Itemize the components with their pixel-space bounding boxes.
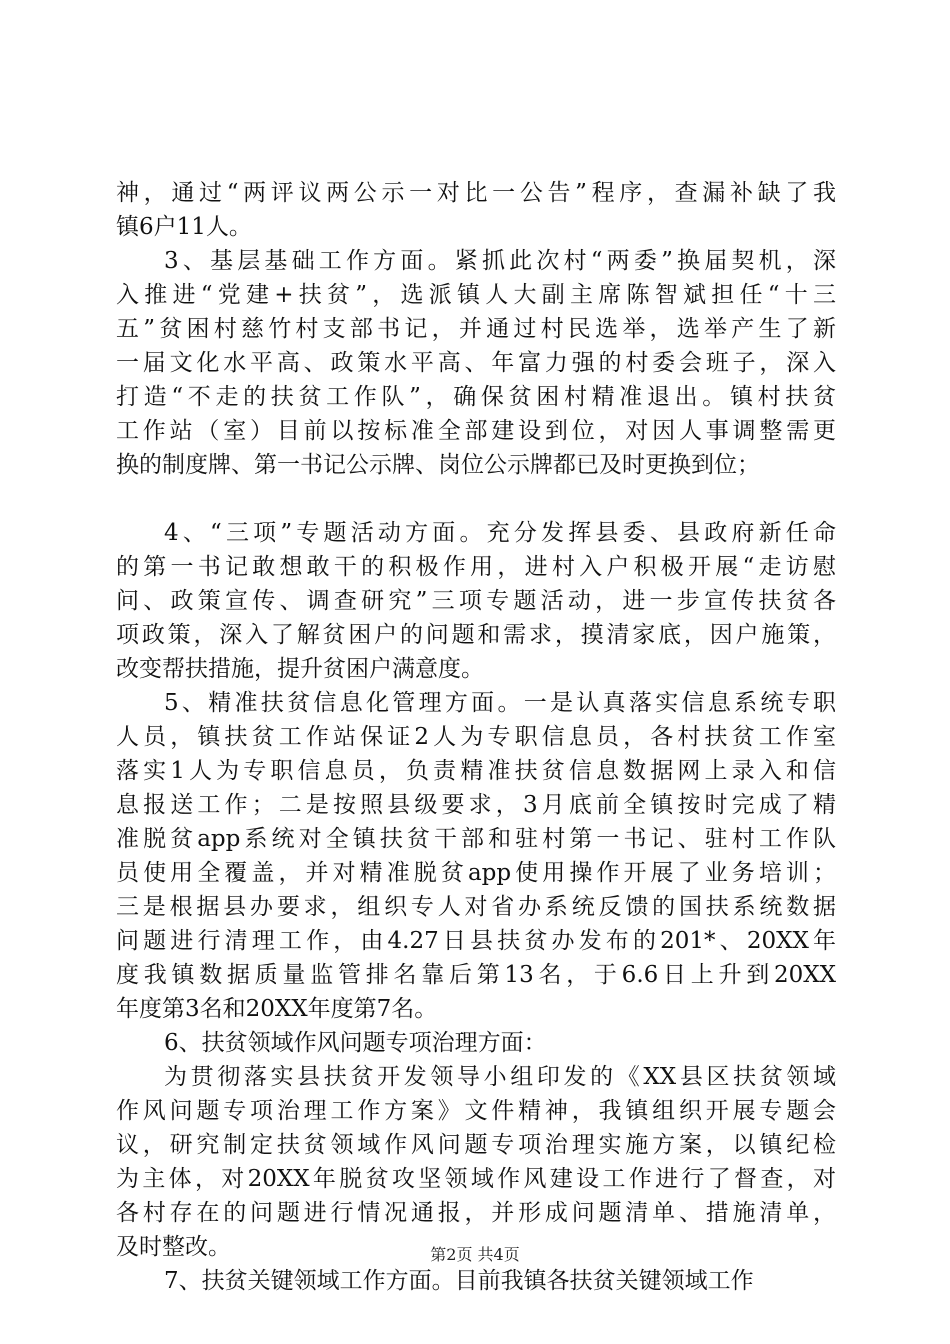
text-line: 7、扶贫关键领域工作方面。目前我镇各扶贫关键领域工作 [164, 1268, 754, 1294]
text-line: 员使用全覆盖，并对精准脱贫app使用操作开展了业务培训； [116, 860, 836, 886]
text-line: 3、基层基础工作方面。紧抓此次村“两委”换届契机，深 [164, 248, 836, 274]
text-line: 入推进“党建+扶贫”，选派镇人大副主席陈智斌担任“十三 [116, 282, 836, 308]
text-line: 年度第3名和20XX年度第7名。 [116, 996, 438, 1022]
paragraph-section-7 [116, 1264, 836, 1298]
text-line: 为主体，对20XX年脱贫攻坚领域作风建设工作进行了督查，对 [116, 1166, 836, 1192]
text-line: 息报送工作；二是按照县级要求，3月底前全镇按时完成了精 [116, 792, 836, 818]
text-line: 准脱贫app系统对全镇扶贫干部和驻村第一书记、驻村工作队 [116, 826, 836, 852]
page-number-footer: 第2页 共4页 [430, 1245, 520, 1264]
text-line: 的第一书记敢想敢干的积极作用，进村入户积极开展“走访慰 [116, 554, 836, 580]
text-line: 项政策，深入了解贫困户的问题和需求，摸清家底，因户施策， [116, 622, 836, 648]
document-body [116, 176, 836, 1298]
text-line: 及时整改。 [116, 1234, 231, 1260]
text-line: 五”贫困村慈竹村支部书记，并通过村民选举，选举产生了新 [116, 316, 836, 342]
text-line: 问题进行清理工作，由4.27日县扶贫办发布的201*、20XX年 [116, 928, 836, 954]
text-line: 改变帮扶措施，提升贫困户满意度。 [116, 656, 484, 682]
text-line: 4、“三项”专题活动方面。充分发挥县委、县政府新任命 [164, 520, 836, 546]
paragraph-gap [116, 482, 836, 516]
text-line: 神，通过“两评议两公示一对比一公告”程序，查漏补缺了我 [116, 180, 836, 206]
paragraph-section-6-heading [116, 1026, 836, 1060]
text-line: 工作站（室）目前以按标准全部建设到位，对因人事调整需更 [116, 418, 836, 444]
text-line: 度我镇数据质量监管排名靠后第13名，于6.6日上升到20XX [116, 962, 836, 988]
text-line: 打造“不走的扶贫工作队”，确保贫困村精准退出。镇村扶贫 [116, 384, 836, 410]
text-line: 问、政策宣传、调查研究”三项专题活动，进一步宣传扶贫各 [116, 588, 836, 614]
text-line: 落实1人为专职信息员，负责精准扶贫信息数据网上录入和信 [116, 758, 836, 784]
paragraph-continuation [116, 176, 836, 244]
text-line: 一届文化水平高、政策水平高、年富力强的村委会班子，深入 [116, 350, 836, 376]
text-line: 作风问题专项治理工作方案》文件精神，我镇组织开展专题会 [116, 1098, 836, 1124]
paragraph-section-6-body [116, 1060, 836, 1264]
text-line: 镇6户11人。 [116, 214, 252, 240]
text-line: 5、精准扶贫信息化管理方面。一是认真落实信息系统专职 [164, 690, 836, 716]
text-line: 议，研究制定扶贫领域作风问题专项治理实施方案，以镇纪检 [116, 1132, 836, 1158]
paragraph-section-5 [116, 686, 836, 1026]
text-line: 各村存在的问题进行情况通报，并形成问题清单、措施清单， [116, 1200, 836, 1226]
paragraph-section-3 [116, 244, 836, 482]
text-line: 为贯彻落实县扶贫开发领导小组印发的《XX县区扶贫领域 [164, 1064, 836, 1090]
text-line: 换的制度牌、第一书记公示牌、岗位公示牌都已及时更换到位； [116, 452, 760, 478]
text-line: 人员，镇扶贫工作站保证2人为专职信息员，各村扶贫工作室 [116, 724, 836, 750]
text-line: 三是根据县办要求，组织专人对省办系统反馈的国扶系统数据 [116, 894, 836, 920]
paragraph-section-4 [116, 516, 836, 686]
text-line: 6、扶贫领域作风问题专项治理方面： [164, 1030, 547, 1056]
